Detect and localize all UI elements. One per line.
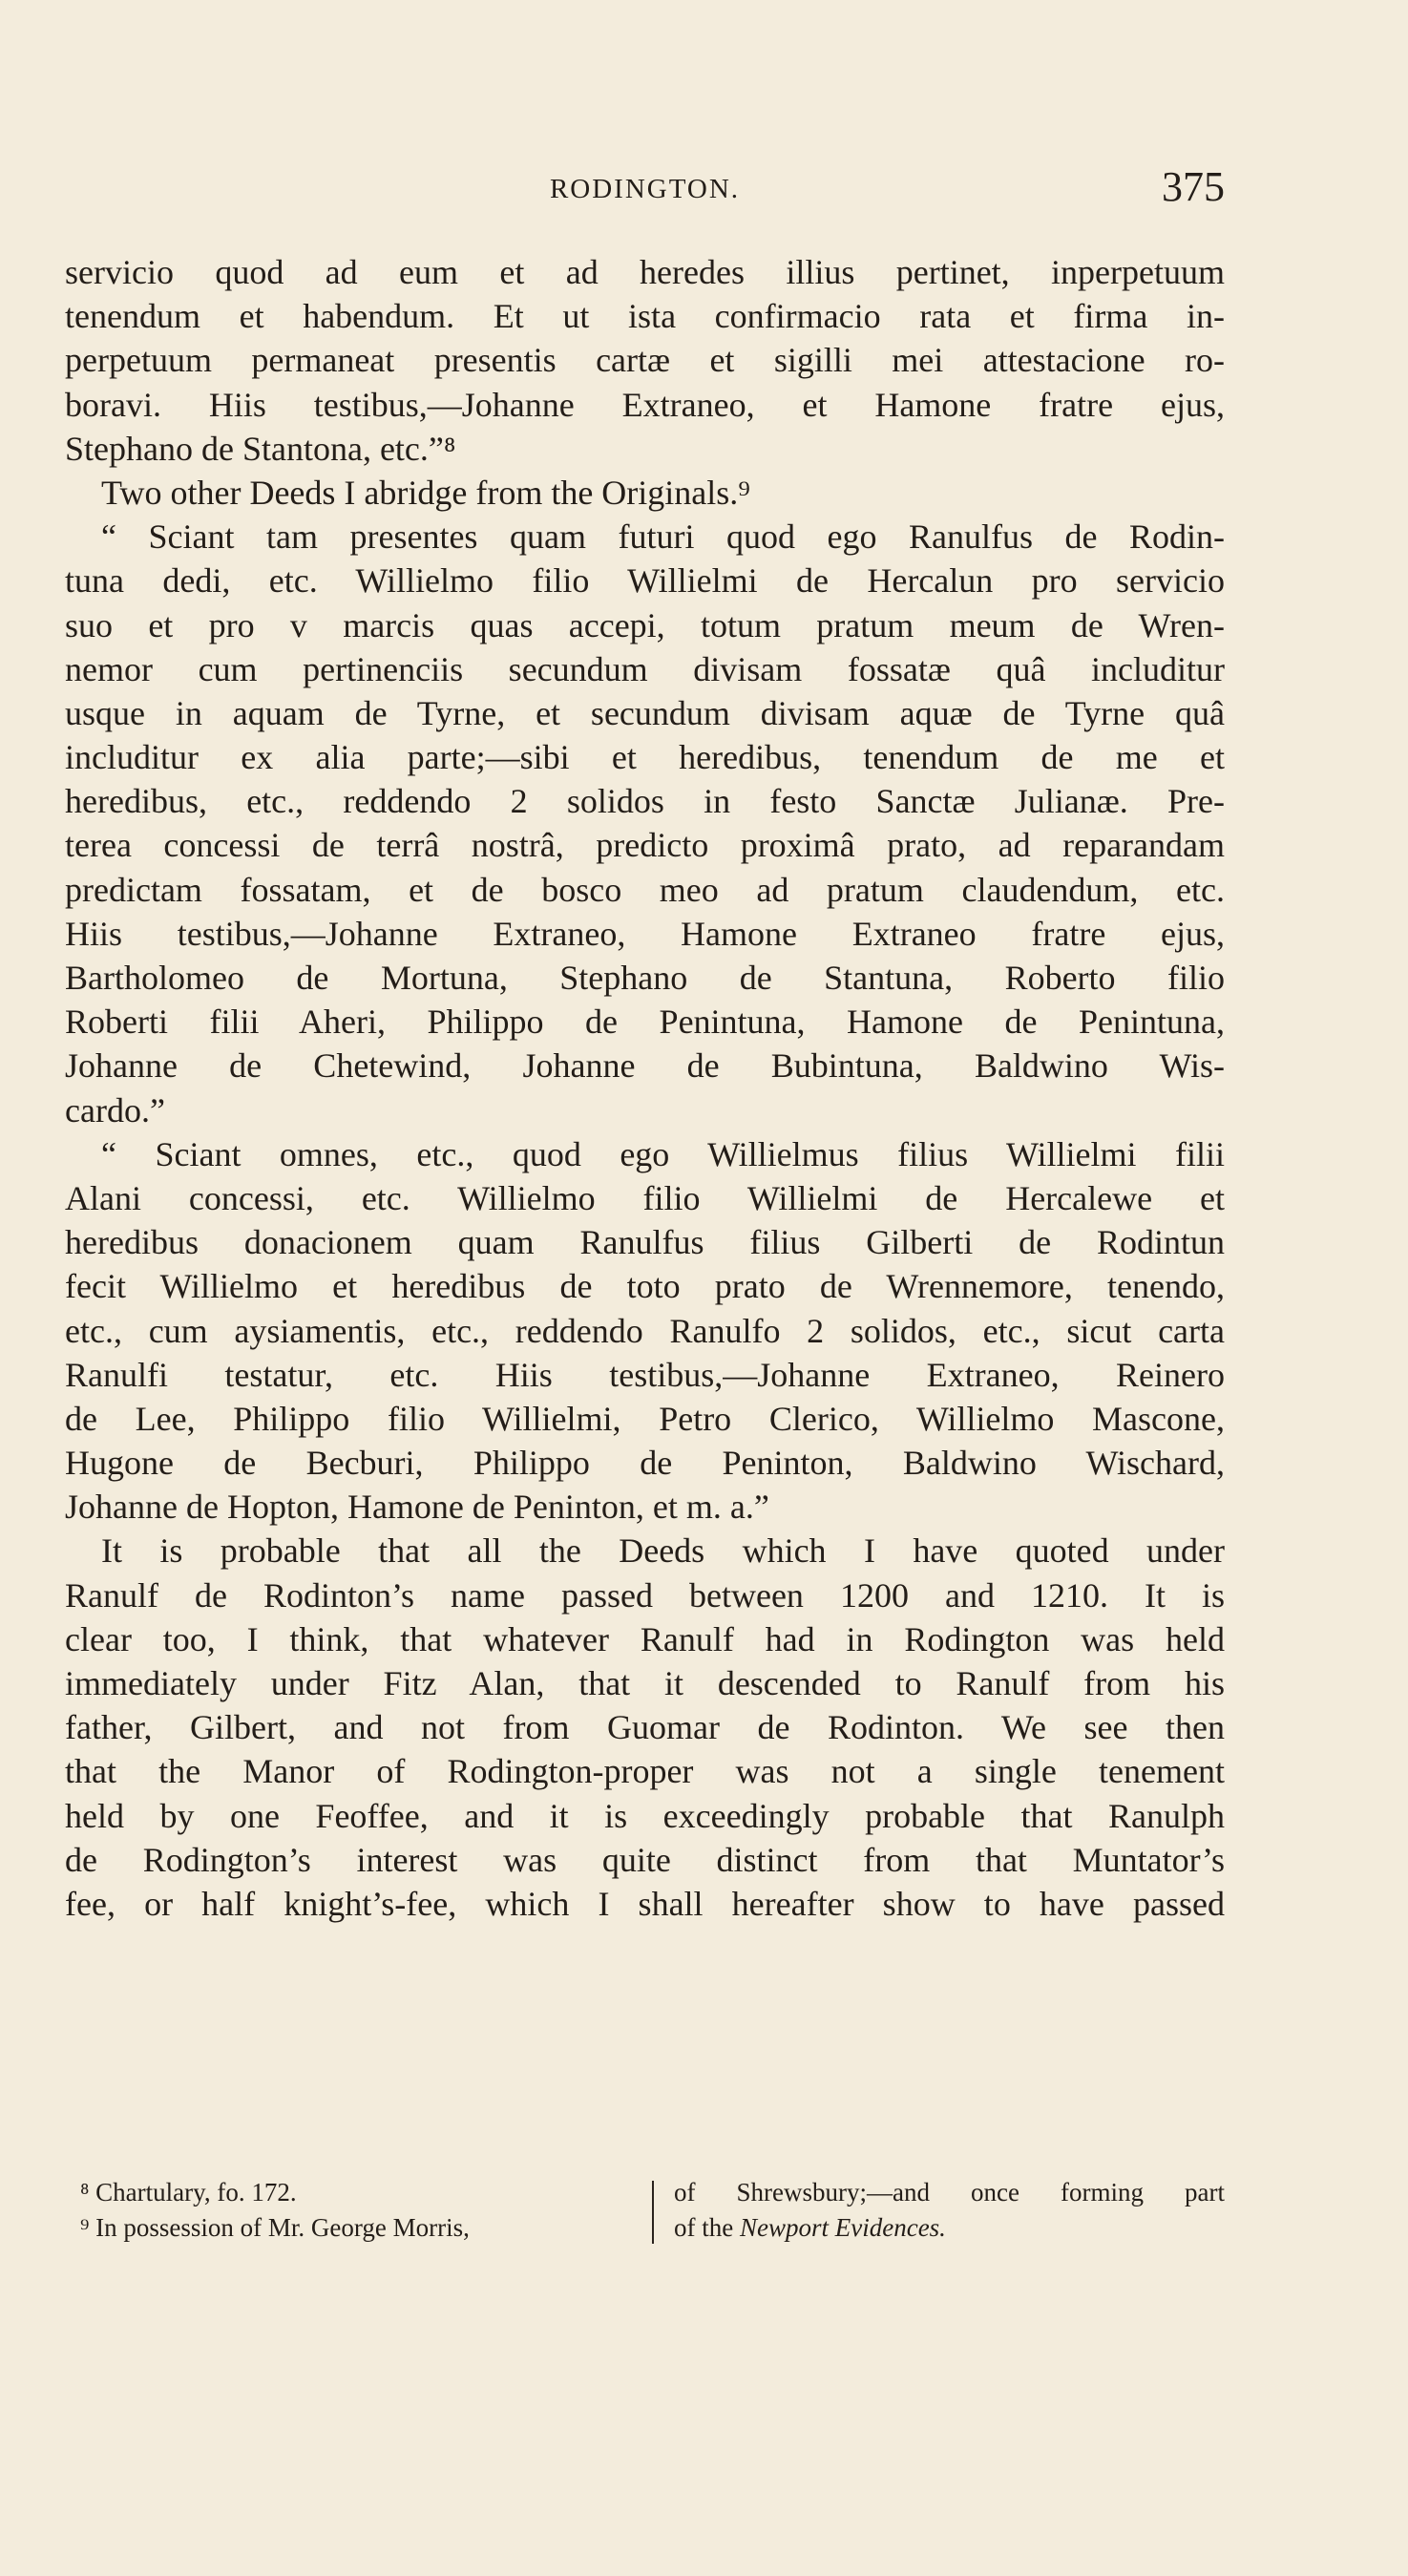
text-line: immediately under Fitz Alan, that it descended to Ranulf from his [65,1664,1225,1702]
text-line: Hugone de Becburi, Philippo de Peninton, Baldwino Wischard, [65,1444,1225,1483]
text-line: “ Sciant tam presentes quam futuri quod ego Ranulfus de Rodin- [101,517,1225,557]
text-line: fee, or half knight’s-fee, which I shall hereafter show to have passed [65,1884,1225,1923]
text-line: Alani concessi, etc. Willielmo filio Willielmi de Hercalewe et [65,1178,1225,1217]
footnote-text: of the [674,2213,740,2242]
footnote-italic-title: Newport Evidences. [739,2213,946,2242]
text-line: heredibus donacionem quam Ranulfus filius Gilberti de Rodintun [65,1223,1225,1262]
text-line: nemor cum pertinenciis secundum divisam fossatæ quâ includitur [65,649,1225,688]
text-line: Hiis testibus,—Johanne Extraneo, Hamone Extraneo fratre ejus, [65,914,1225,953]
text-line: etc., cum aysiamentis, etc., reddendo Ranulfo 2 solidos, etc., sicut carta [65,1311,1225,1350]
footnotes-left-column [65,2175,638,2246]
footnote-9: ⁹ In possession of Mr. George Morris, [80,2213,470,2242]
text-line: boravi. Hiis testibus,—Johanne Extraneo, et Hamone fratre ejus, [65,385,1225,424]
text-line: heredibus, etc., reddendo 2 solidos in festo Sanctæ Julianæ. Pre- [65,782,1225,821]
text-line: “ Sciant omnes, etc., quod ego Willielmus filius Willielmi filii [101,1134,1225,1173]
text-line: held by one Feoffee, and it is exceedingly probable that Ranulph [65,1796,1225,1835]
text-line: de Rodington’s interest was quite distinct from that Muntator’s [65,1840,1225,1879]
text-line: de Lee, Philippo filio Willielmi, Petro Clerico, Willielmo Mascone, [65,1399,1225,1438]
text-line: terea concessi de terrâ nostrâ, predicto proximâ prato, ad reparandam [65,826,1225,865]
footnote-8: ⁸ Chartulary, fo. 172. [80,2178,297,2206]
text-line: usque in aquam de Tyrne, et secundum divisam aquæ de Tyrne quâ [65,693,1225,732]
text-line: cardo.” [65,1090,165,1130]
text-line: Two other Deeds I abridge from the Originals.⁹ [101,473,750,512]
running-title: RODINGTON. [549,174,741,204]
text-line: Johanne de Chetewind, Johanne de Bubintuna, Baldwino Wis- [65,1046,1225,1086]
footnotes [65,2175,1225,2251]
text-line: Ranulf de Rodinton’s name passed between 1200 and 1210. It is [65,1575,1225,1615]
text-line: Bartholomeo de Mortuna, Stephano de Stantuna, Roberto filio [65,959,1225,997]
text-line: fecit Willielmo et heredibus de toto prato de Wrennemore, tenendo, [65,1267,1225,1306]
footnote-column-divider [652,2181,654,2244]
text-line: Stephano de Stantona, etc.”⁸ [65,429,456,468]
footnote-9-continuation: of Shrewsbury;—and once forming part [674,2178,1225,2206]
text-line: that the Manor of Rodington-proper was not a single tenement [65,1752,1225,1791]
footnote-9-continuation-end [674,2210,1225,2246]
text-line: father, Gilbert, and not from Guomar de Rodinton. We see then [65,1708,1225,1747]
text-line: servicio quod ad eum et ad heredes illius pertinet, inperpetuum [65,253,1225,291]
text-line: Roberti filii Aheri, Philippo de Penintuna, Hamone de Penintuna, [65,1003,1225,1042]
text-line: clear too, I think, that whatever Ranulf had in Rodington was held [65,1619,1225,1658]
text-line: It is probable that all the Deeds which I have quoted under [101,1531,1225,1571]
body-text [65,250,1225,1926]
text-line: predictam fossatam, et de bosco meo ad pratum claudendum, etc. [65,870,1225,909]
text-line: tenendum et habendum. Et ut ista confirmacio rata et firma in- [65,297,1225,336]
text-line: tuna dedi, etc. Willielmo filio Willielmi de Hercalun pro servicio [65,561,1225,601]
text-line: includitur ex alia parte;—sibi et heredibus, tenendum de me et [65,738,1225,777]
footnotes-right-column [674,2175,1225,2246]
text-line: perpetuum permaneat presentis cartæ et sigilli mei attestacione ro- [65,341,1225,380]
page-number: 375 [1162,163,1225,210]
text-line: Ranulfi testatur, etc. Hiis testibus,—Johanne Extraneo, Reinero [65,1355,1225,1394]
text-line: Johanne de Hopton, Hamone de Peninton, et m. a.” [65,1488,769,1527]
text-line: suo et pro v marcis quas accepi, totum pratum meum de Wren- [65,605,1225,644]
page-header [65,162,1225,220]
